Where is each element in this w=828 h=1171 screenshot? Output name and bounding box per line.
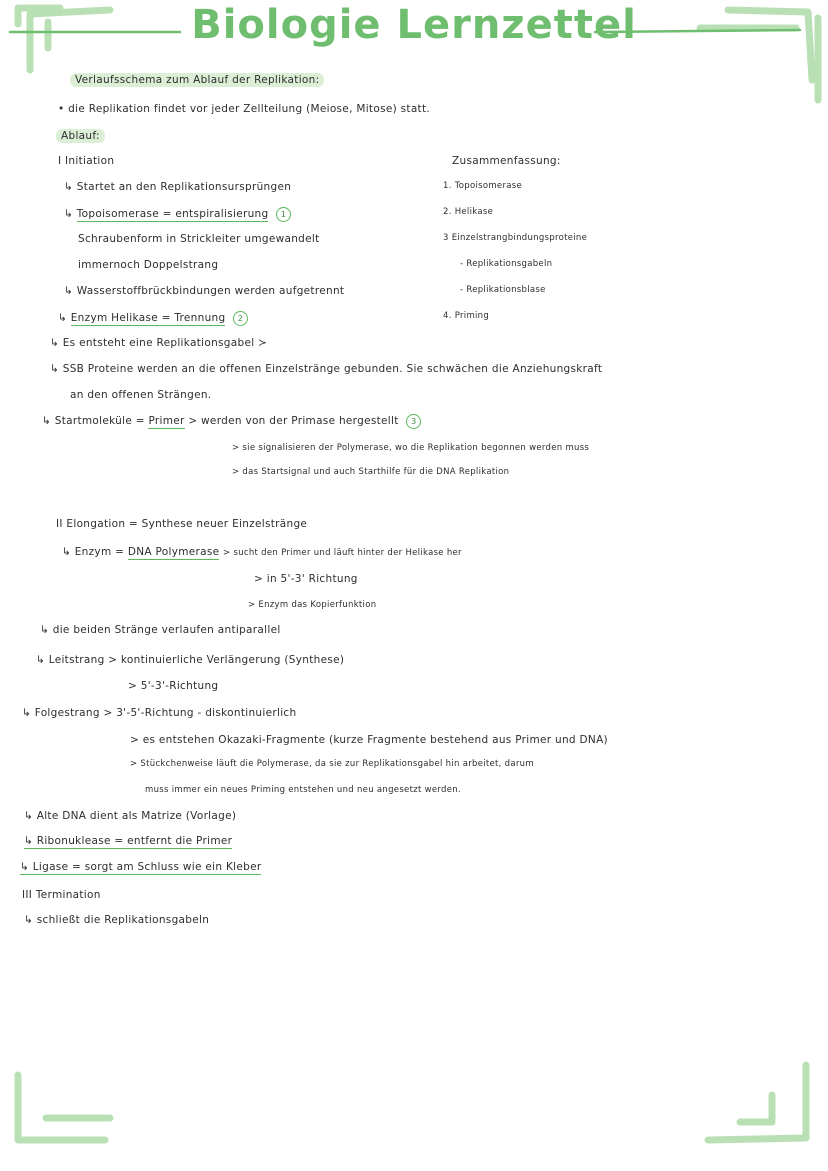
primer-text: Primer <box>148 415 185 427</box>
section-initiation: I Initiation <box>58 155 115 167</box>
line-direction: > in 5'-3' Richtung <box>254 573 358 585</box>
line-primer-signal: > sie signalisieren der Polymerase, wo die Replikation begonnen werden muss <box>232 443 590 453</box>
line-okazaki: > es entstehen Okazaki-Fragmente (kurze Fragmente bestehend aus Primer und DNA) <box>130 734 608 746</box>
section-elongation: II Elongation = Synthese neuer Einzelstränge <box>56 518 308 530</box>
heading-flowchart-text: Verlaufsschema zum Ablauf der Replikation: <box>70 73 324 87</box>
polymerase-label: ↳ Enzym = <box>62 546 125 558</box>
line-priming: muss immer ein neues Priming entstehen und neu angesetzt werden. <box>145 785 461 795</box>
line-origins: ↳ Startet an den Replikationsursprüngen <box>64 181 292 193</box>
summary-item: 1. Topoisomerase <box>443 181 523 191</box>
line-antiparallel: ↳ die beiden Stränge verlaufen antiparallel <box>40 624 281 636</box>
step-number-badge: 1 <box>276 207 291 222</box>
line-leading-strand: ↳ Leitstrang > kontinuierliche Verlängerung (Synthese) <box>36 654 345 666</box>
summary-heading: Zusammenfassung: <box>452 155 561 167</box>
ablauf-heading <box>56 130 105 142</box>
polymerase-text: DNA Polymerase <box>127 546 220 558</box>
line-helicase <box>58 311 248 326</box>
step-number-badge: 3 <box>406 414 421 429</box>
line-ssb-cont: an den offenen Strängen. <box>70 389 212 401</box>
line-helix: Schraubenform in Strickleiter umgewandelt <box>78 233 320 245</box>
section-termination: III Termination <box>22 889 101 901</box>
line-ligase <box>20 861 261 873</box>
step-number-badge: 2 <box>233 311 248 326</box>
line-ribonuclease <box>24 835 232 847</box>
line-template: ↳ Alte DNA dient als Matrize (Vorlage) <box>24 810 237 822</box>
summary-item: 3 Einzelstrangbindungsproteine <box>443 233 588 243</box>
line-piecewise: > Stückchenweise läuft die Polymerase, da sie zur Replikationsgabel hin arbeitet, darum <box>130 759 534 769</box>
line-replication-fork: ↳ Es entsteht eine Replikationsgabel ≻ <box>50 337 268 349</box>
line-polymerase <box>62 546 462 558</box>
primer-label: ↳ Startmoleküle = <box>42 415 145 427</box>
line-hydrogen-bonds: ↳ Wasserstoffbrückbindungen werden aufgetrennt <box>64 285 345 297</box>
heading-flowchart <box>70 74 324 86</box>
line-close-forks: ↳ schließt die Replikationsgabeln <box>24 914 210 926</box>
primer-desc: > werden von der Primase hergestellt <box>188 415 399 427</box>
arrow: ↳ <box>64 208 74 220</box>
page-title: Biologie Lernzettel <box>191 2 637 48</box>
summary-item: - Replikationsgabeln <box>460 259 553 269</box>
line-leading-direction: > 5'-3'-Richtung <box>128 680 219 692</box>
ablauf-heading-text: Ablauf: <box>56 129 105 143</box>
line-ssb: ↳ SSB Proteine werden an die offenen Einzelstränge gebunden. Sie schwächen die Anziehungskraft <box>50 363 603 375</box>
ribonuclease-text: ↳ Ribonuklease = entfernt die Primer <box>24 835 233 847</box>
line-lagging-strand: ↳ Folgestrang > 3'-5'-Richtung - diskontinuierlich <box>22 707 297 719</box>
line-primer-start: > das Startsignal und auch Starthilfe für die DNA Replikation <box>232 467 510 477</box>
polymerase-desc: > sucht den Primer und läuft hinter der Helikase her <box>223 548 462 558</box>
summary-item: - Replikationsblase <box>460 285 546 295</box>
summary-item: 4. Priming <box>443 311 490 321</box>
arrow: ↳ <box>58 312 68 324</box>
topoisomerase-text: Topoisomerase = entspiralisierung <box>76 208 269 220</box>
ligase-text: ↳ Ligase = sorgt am Schluss wie ein Kleber <box>20 861 262 873</box>
intro-line: • die Replikation findet vor jeder Zellteilung (Meiose, Mitose) statt. <box>58 103 431 115</box>
helicase-text: Enzym Helikase = Trennung <box>70 312 226 324</box>
line-topoisomerase <box>64 207 291 222</box>
line-copy-function: > Enzym das Kopierfunktion <box>248 600 377 610</box>
line-primer <box>42 414 421 429</box>
line-double-strand: immernoch Doppelstrang <box>78 259 219 271</box>
summary-item: 2. Helikase <box>443 207 494 217</box>
